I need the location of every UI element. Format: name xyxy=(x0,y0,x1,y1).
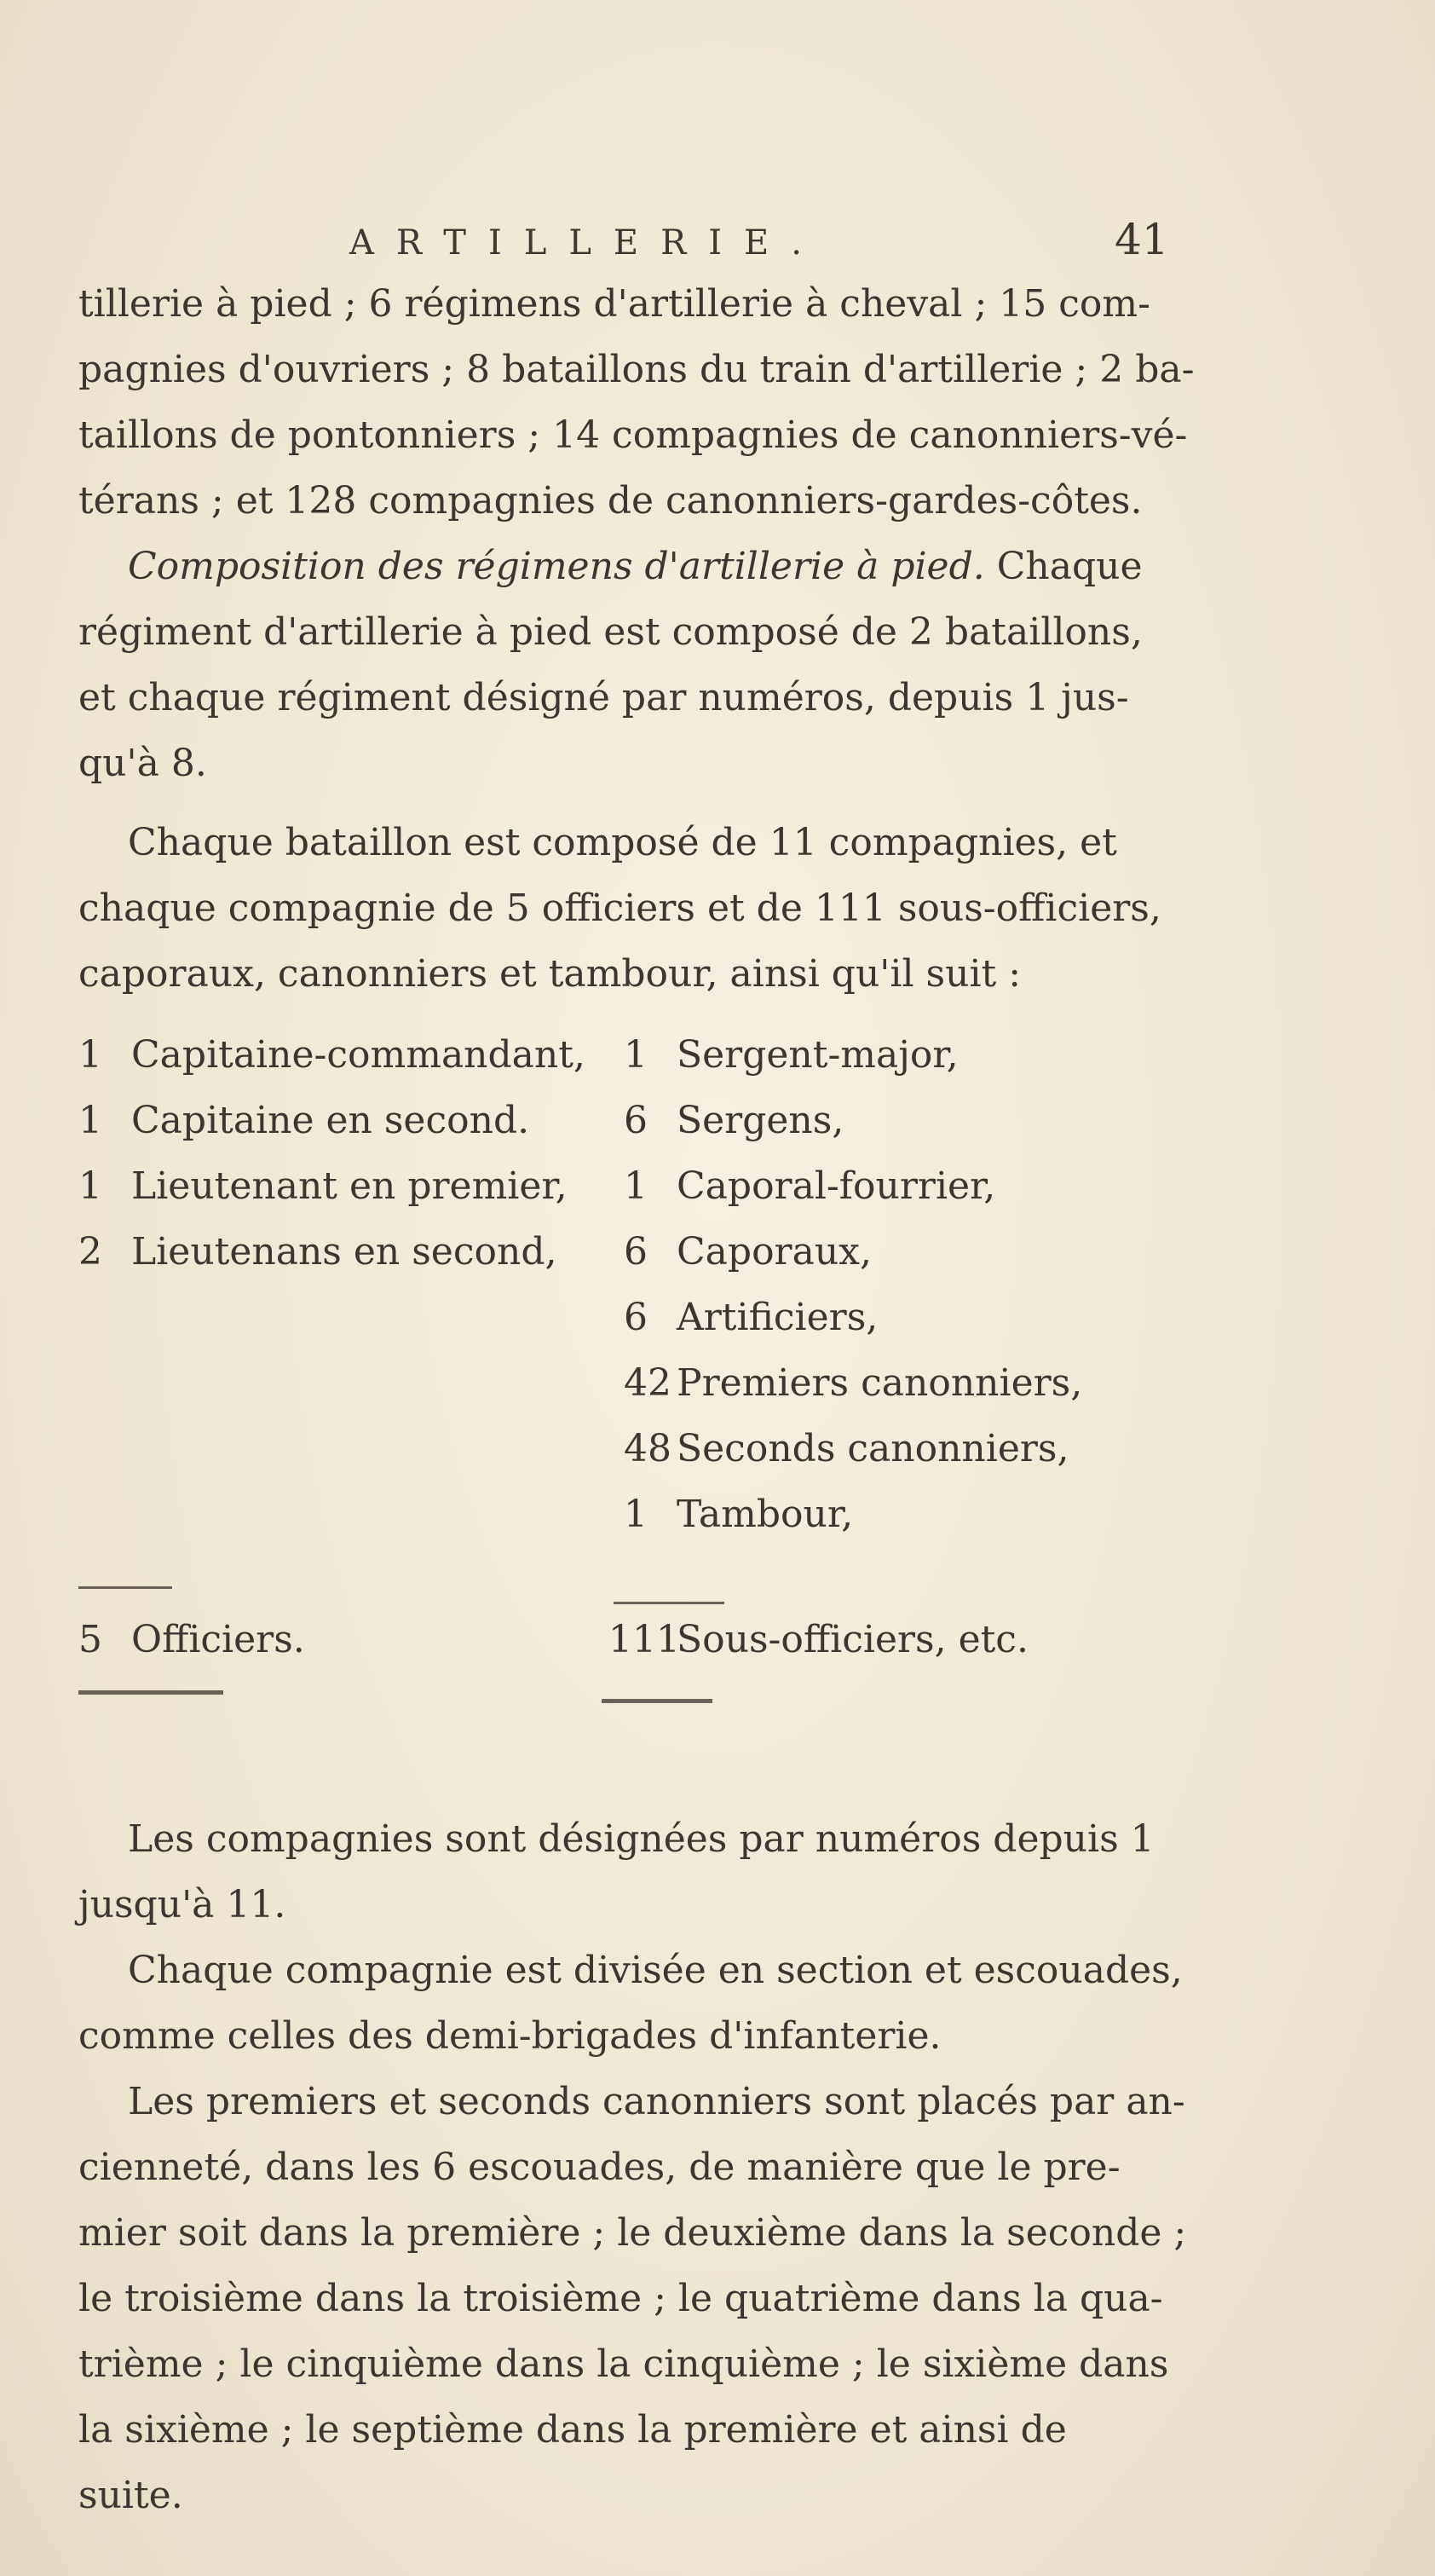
section-heading: Composition des régimens d'artillerie à pied. xyxy=(128,545,985,588)
text-line: la sixième ; le septième dans la première et ainsi de xyxy=(78,2408,1067,2452)
text-line: taillons de pontonniers ; 14 compagnies de canonniers-vé- xyxy=(78,413,1188,457)
text-line: suite. xyxy=(78,2474,183,2517)
paragraph-4 xyxy=(78,1806,1203,1938)
page-body xyxy=(78,271,1203,2528)
table-row: 6 Sergens, xyxy=(624,1099,844,1142)
table-row: 1 Caporal-fourrier, xyxy=(624,1164,996,1208)
table-row: 42 Premiers canonniers, xyxy=(624,1361,1083,1405)
text-span: Chaque xyxy=(984,545,1143,588)
text-line: régiment d'artillerie à pied est composé de 2 bataillons, xyxy=(78,610,1143,654)
officers-column xyxy=(78,1022,585,1285)
table-row: 1 Capitaine-commandant, xyxy=(78,1033,585,1077)
table-row: 6 Caporaux, xyxy=(624,1230,872,1274)
text-line: Chaque compagnie est divisée en section et escouades, xyxy=(128,1949,1183,1992)
total-rule xyxy=(614,1602,724,1604)
text-line: tillerie à pied ; 6 régimens d'artillerie à cheval ; 15 com- xyxy=(78,282,1150,326)
text-line: cienneté, dans les 6 escouades, de manière que le pre- xyxy=(78,2146,1121,2189)
company-composition-table xyxy=(78,1022,1203,1806)
sous-officiers-total: 111Sous-officiers, etc. xyxy=(608,1618,1029,1661)
text-line: et chaque régiment désigné par numéros, depuis 1 jus- xyxy=(78,676,1129,719)
text-line: Les premiers et seconds canonniers sont placés par an- xyxy=(128,2080,1185,2123)
table-row: 1 Lieutenant en premier, xyxy=(78,1164,568,1208)
table-row: 1 Capitaine en second. xyxy=(78,1099,530,1142)
text-line: pagnies d'ouvriers ; 8 bataillons du train d'artillerie ; 2 ba- xyxy=(78,348,1195,391)
text-line: Chaque bataillon est composé de 11 compagnies, et xyxy=(128,821,1117,864)
text-line: comme celles des demi-brigades d'infanterie. xyxy=(78,2014,942,2058)
text-line: qu'à 8. xyxy=(78,742,207,785)
page-number: 41 xyxy=(1115,215,1169,264)
paragraph-2 xyxy=(78,534,1203,796)
text-line: Les compagnies sont désignées par numéros depuis 1 xyxy=(128,1817,1155,1861)
text-line xyxy=(78,534,1203,599)
running-title: ARTILLERIE. xyxy=(349,223,824,263)
text-line: chaque compagnie de 5 officiers et de 111 sous-officiers, xyxy=(78,887,1161,930)
table-row: 1 Tambour, xyxy=(624,1493,854,1536)
paragraph-6 xyxy=(78,2069,1203,2528)
total-underline xyxy=(78,1690,223,1695)
text-line: trième ; le cinquième dans la cinquième ; le sixième dans xyxy=(78,2342,1169,2386)
sous-officiers-column xyxy=(624,1022,1082,1547)
paragraph-1 xyxy=(78,271,1203,534)
officers-total: 5 Officiers. xyxy=(78,1618,305,1661)
text-line: le troisième dans la troisième ; le quatrième dans la qua- xyxy=(78,2277,1163,2320)
table-row: 48 Seconds canonniers, xyxy=(624,1427,1069,1470)
total-rule xyxy=(78,1586,172,1589)
table-row: 6 Artificiers, xyxy=(624,1296,879,1339)
text-line: mier soit dans la première ; le deuxième dans la seconde ; xyxy=(78,2211,1187,2255)
text-line: jusqu'à 11. xyxy=(78,1883,286,1926)
paragraph-3 xyxy=(78,810,1203,1007)
table-row: 2 Lieutenans en second, xyxy=(78,1230,557,1274)
text-line: térans ; et 128 compagnies de canonniers-gardes-côtes. xyxy=(78,479,1143,523)
paragraph-5 xyxy=(78,1938,1203,2069)
text-line: caporaux, canonniers et tambour, ainsi qu'il suit : xyxy=(78,952,1022,996)
total-underline xyxy=(602,1699,712,1703)
table-row: 1 Sergent-major, xyxy=(624,1033,959,1077)
